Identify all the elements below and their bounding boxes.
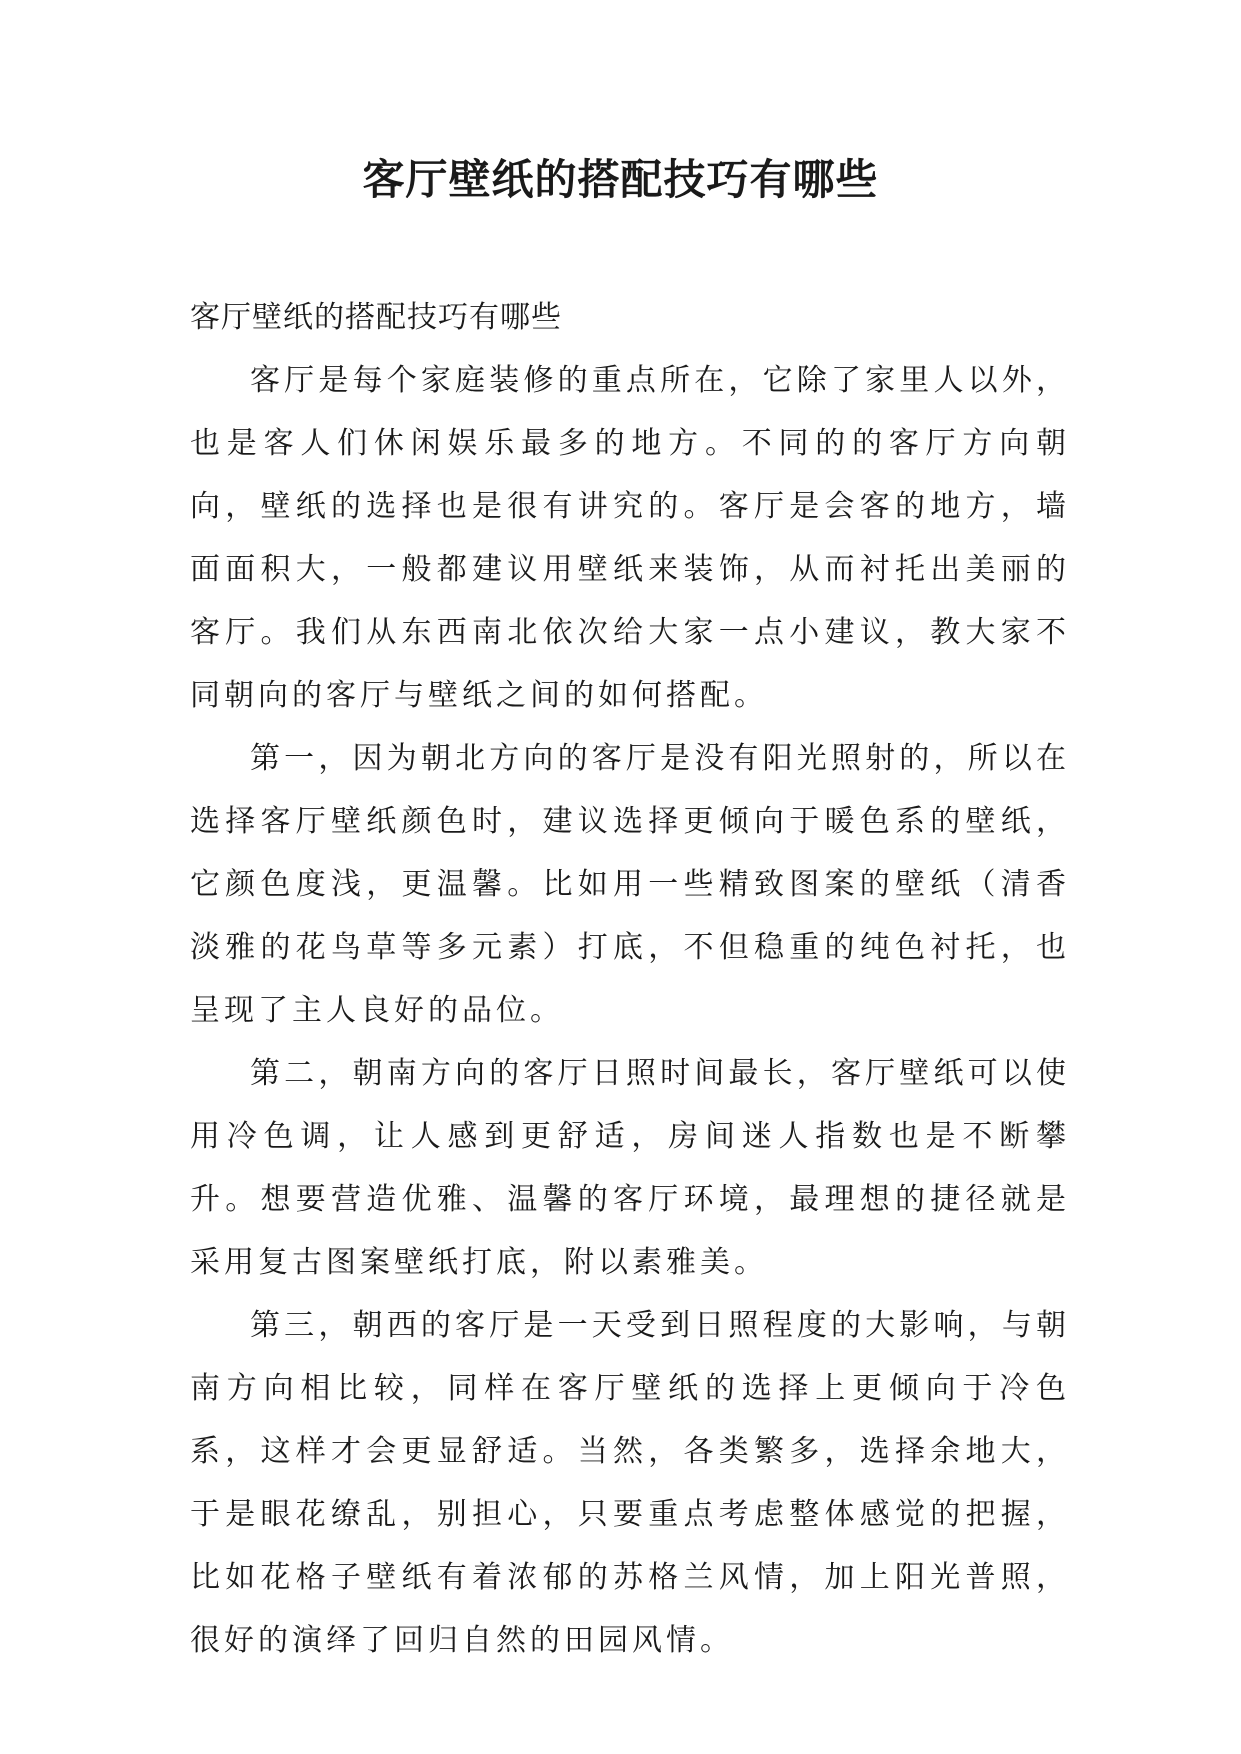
paragraph-intro: 客厅是每个家庭装修的重点所在，它除了家里人以外，也是客人们休闲娱乐最多的地方。不同的的客厅方向朝向，壁纸的选择也是很有讲究的。客厅是会客的地方，墙面面积大，一般都建议用壁纸来装饰，从而衬托出美丽的客厅。我们从东西南北依次给大家一点小建议，教大家不同朝向的客厅与壁纸之间的如何搭配。 [190,363,1070,713]
paragraph-north: 第一，因为朝北方向的客厅是没有阳光照射的，所以在选择客厅壁纸颜色时，建议选择更倾向于暖色系的壁纸，它颜色度浅，更温馨。比如用一些精致图案的壁纸（清香淡雅的花鸟草等多元素）打底，不但稳重的纯色衬托，也呈现了主人良好的品位。 [190,741,1070,1028]
paragraph-west: 第三，朝西的客厅是一天受到日照程度的大影响，与朝南方向相比较，同样在客厅壁纸的选择上更倾向于冷色系，这样才会更显舒适。当然，各类繁多，选择余地大，于是眼花缭乱，别担心，只要重点考虑整体感觉的把握，比如花格子壁纸有着浓郁的苏格兰风情，加上阳光普照，很好的演绎了回归自然的田园风情。 [190,1308,1070,1658]
document-subtitle: 客厅壁纸的搭配技巧有哪些 [190,300,562,335]
document-title: 客厅壁纸的搭配技巧有哪些 [362,155,879,204]
paragraph-south: 第二，朝南方向的客厅日照时间最长，客厅壁纸可以使用冷色调，让人感到更舒适，房间迷人指数也是不断攀升。想要营造优雅、温馨的客厅环境，最理想的捷径就是采用复古图案壁纸打底，附以素雅美。 [190,1056,1070,1280]
document-body [190,286,1070,1672]
